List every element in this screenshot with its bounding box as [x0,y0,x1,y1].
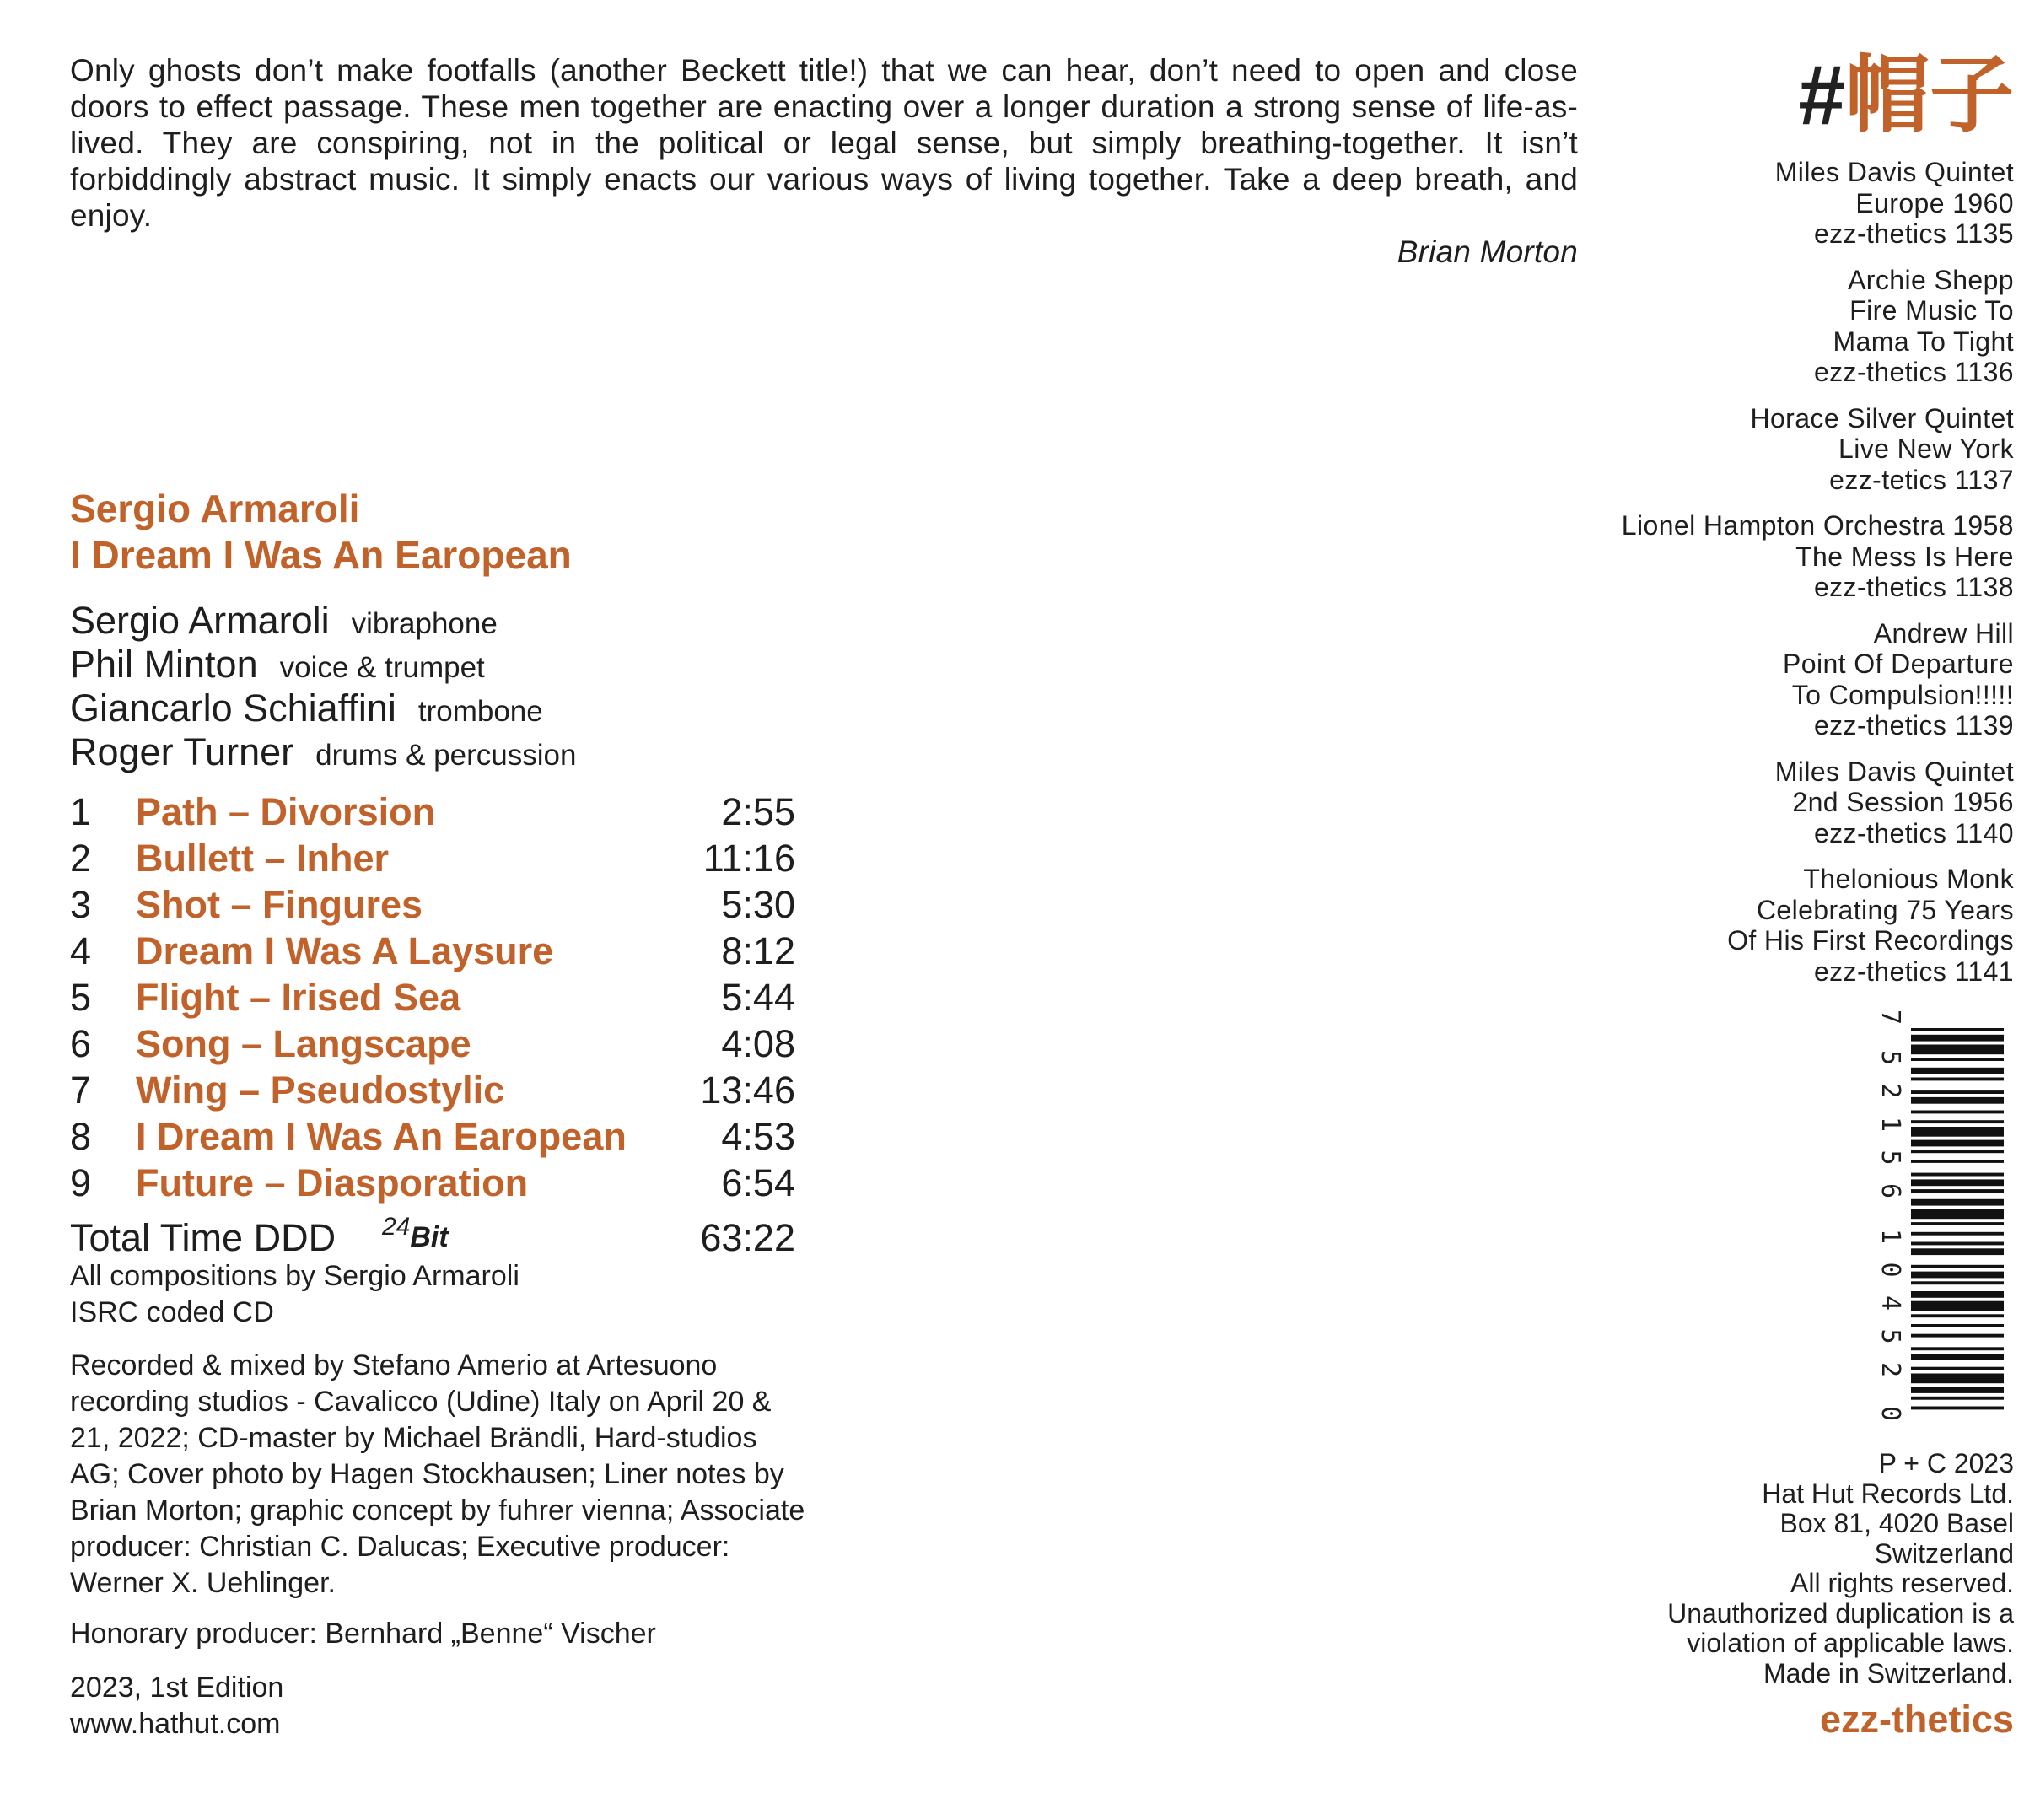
track-number: 1 [70,790,92,833]
catalog-line: Horace Silver Quintet [1750,402,2014,433]
track-time: 2:55 [721,790,795,833]
catalog-line: Europe 1960 [1855,187,2014,218]
track-title: Song – Langscape [136,1022,471,1065]
catalog-entry [1542,157,2014,250]
catalog-line: Fire Music To [1849,295,2014,326]
liner-notes [70,52,1578,270]
website-link[interactable]: www.hathut.com [70,1708,281,1740]
barcode-bar [1911,1199,2004,1206]
copyright-line: Switzerland [1874,1537,2014,1569]
track-number: 2 [70,837,92,880]
copyright-line: violation of applicable laws. [1687,1628,2014,1658]
track-time: 4:53 [721,1115,795,1158]
barcode-bar [1911,1272,2004,1279]
track-time: 5:44 [721,976,795,1019]
catalog-line: ezz-thetics 1136 [1813,357,2014,387]
track-number: 6 [70,1022,92,1065]
musician-name: Giancarlo Schiaffini [70,687,396,730]
barcode-bar [1911,1265,2004,1268]
label-logo: ezz-thetics [1819,1698,2014,1741]
musician-name: Roger Turner [70,730,294,773]
track-time: 11:16 [702,837,795,880]
recording-credits: Recorded & mixed by Stefano Amerio at Artesuono recording studios - Cavalicco (Udine) Italy on April 20 & 21, 2022; CD-master by Michael Brändli, Hard-studios AG; Cover photo by Hagen Stockhausen; Liner notes by Brian Morton; graphic concept by fuhrer vienna; Associate producer: Christian C. Dalucas; Executive producer: Werner X. Uehlinger. [70,1349,805,1599]
barcode-bar [1911,1209,2004,1220]
barcode-bar [1911,1173,2004,1177]
track-title: I Dream I Was An Earopean [136,1115,627,1158]
track-number: 5 [70,976,92,1019]
liner-author: Brian Morton [1397,234,1578,269]
barcode-bar [1911,1078,2004,1081]
catalog-line: Lionel Hampton Orchestra 1958 [1621,510,2014,541]
barcode-bar [1911,1068,2004,1074]
track-number: 3 [70,883,92,926]
track-time: 8:12 [721,929,795,972]
track-row [70,1113,795,1160]
catalog-line: Andrew Hill [1873,617,2014,649]
honorary-producer: Honorary producer: Bernhard „Benne“ Vischer [70,1618,656,1650]
catalog-entry [1542,510,2014,603]
barcode-bar [1911,1334,2004,1338]
track-number: 4 [70,929,92,972]
barcode-bar [1911,1097,2004,1104]
barcode-bar [1911,1281,2004,1284]
musician-name: Sergio Armaroli [70,599,330,642]
hatology-logo [1798,49,2014,142]
personnel-row [70,599,829,643]
musician-instrument: trombone [417,695,543,728]
bit-depth-number: 24 [382,1213,411,1241]
barcode-digits-group2: 10452 [1876,1229,1905,1377]
edition-text: 2023, 1st Edition [70,1672,284,1704]
catalog-line: ezz-thetics 1141 [1813,956,2014,987]
barcode [1871,1006,2004,1423]
copyright-line: P + C 2023 [1878,1448,2014,1478]
track-number: 9 [70,1161,92,1204]
track-row [70,928,795,974]
copyright-line: Unauthorized duplication is a [1667,1597,2014,1629]
catalog-line: Mama To Tight [1833,326,2014,357]
barcode-bar [1911,1387,2004,1393]
logo-hash: # [1798,48,1845,143]
barcode-bar [1911,1407,2004,1410]
catalog-line: ezz-tetics 1137 [1829,464,2014,495]
catalog-line: To Compulsion!!!!! [1791,679,2014,710]
catalog-line: ezz-thetics 1138 [1813,572,2014,602]
isrc-note: ISRC coded CD [70,1296,274,1328]
catalog-entry [1542,864,2014,987]
barcode-digits-group1: 52156 [1876,1050,1905,1198]
barcode-bar [1911,1150,2004,1153]
barcode-bar [1911,1347,2004,1350]
track-time: 13:46 [700,1069,795,1112]
catalog-entry [1542,618,2014,741]
catalog-line: Live New York [1838,433,2014,464]
catalog-line: Celebrating 75 Years [1756,894,2014,925]
barcode-bar [1911,1127,2004,1137]
track-time: 4:08 [721,1022,795,1065]
barcode-bar [1911,1090,2004,1094]
musician-instrument: vibraphone [351,607,498,640]
track-number: 7 [70,1069,92,1112]
barcode-digit-first: 7 [1876,1010,1905,1026]
barcode-bar [1911,1189,2004,1193]
barcode-bar [1911,1035,2004,1042]
barcode-bar [1911,1314,2004,1317]
barcode-digit-last: 0 [1876,1406,1905,1422]
track-time: 6:54 [721,1161,795,1204]
compositions-note [70,1258,519,1331]
catalog-line: Miles Davis Quintet [1774,157,2014,187]
liner-text: Only ghosts don’t make footfalls (another Beckett title!) that we can hear, don’t need to open and close doors to effect passage. These men together are enacting over a longer duration a strong sense of life-as-lived. They are conspiring, not in the political or legal sense, but simply breathing-together. It isn’t forbiddingly abstract music. It simply enacts our various ways of living together. Take a deep breath, and enjoy. [70,53,1578,233]
logo-chars: 帽子 [1845,48,2014,143]
track-number: 8 [70,1115,92,1158]
barcode-bar [1911,1248,2004,1255]
copyright-line: All rights reserved. [1790,1568,2014,1598]
catalog-line: Miles Davis Quintet [1774,756,2014,787]
barcode-bar [1911,1028,2004,1031]
bit-depth-word: Bit [410,1221,449,1253]
copyright-line: Hat Hut Records Ltd. [1762,1478,2014,1509]
compositions-credit: All compositions by Sergio Armaroli [70,1260,519,1292]
track-title: Dream I Was A Laysure [136,929,554,972]
copyright-line: Box 81, 4020 Basel [1779,1508,2014,1538]
barcode-bar [1911,1120,2004,1123]
barcode-bar [1911,1301,2004,1311]
personnel-row [70,687,829,730]
catalog-line: ezz-thetics 1140 [1813,817,2014,848]
catalog-line: Point Of Departure [1783,649,2014,679]
catalog-entry [1542,757,2014,849]
total-time-value: 63:22 [700,1216,795,1259]
barcode-bar [1911,1111,2004,1114]
catalog-line: ezz-thetics 1139 [1813,710,2014,740]
barcode-bar [1911,1179,2004,1186]
track-title: Path – Divorsion [136,790,436,833]
barcode-bar [1911,1354,2004,1360]
catalog-line: Archie Shepp [1848,264,2014,295]
personnel-list [70,599,829,774]
barcode-bar [1911,1324,2004,1327]
catalog-line: The Mess Is Here [1795,541,2014,572]
catalog-line: Of His First Recordings [1727,925,2014,956]
track-time: 5:30 [721,883,795,926]
barcode-bar [1911,1242,2004,1246]
musician-instrument: voice & trumpet [279,651,485,684]
barcode-bars [1911,1028,2004,1409]
barcode-bar [1911,1291,2004,1298]
copyright-block [1542,1449,2014,1688]
catalog-entry [1542,265,2014,388]
track-title: Bullett – Inher [136,837,390,880]
personnel-row [70,730,829,774]
track-row [70,974,795,1020]
barcode-bar [1911,1232,2004,1236]
barcode-bar [1911,1367,2004,1370]
catalog-entry [1542,403,2014,496]
tracklist [70,789,795,1206]
track-row [70,835,795,881]
track-row [70,881,795,928]
track-row [70,1160,795,1206]
album-title: I Dream I Was An Earopean [70,533,572,577]
catalog-list [1542,157,2014,1002]
barcode-bar [1911,1058,2004,1061]
track-title: Flight – Irised Sea [136,976,461,1019]
catalog-line: 2nd Session 1956 [1792,787,2014,817]
barcode-bar [1911,1374,2004,1384]
track-title: Shot – Fingures [136,883,423,926]
track-row [70,789,795,835]
catalog-line: ezz-thetics 1135 [1813,218,2014,249]
bit-depth-logo [382,1209,449,1253]
barcode-bar [1911,1140,2004,1147]
total-time-row [70,1213,795,1263]
personnel-row [70,643,829,687]
barcode-bar [1911,1160,2004,1163]
barcode-bar [1911,1045,2004,1055]
edition-info [70,1670,283,1742]
track-title: Wing – Pseudostylic [136,1069,505,1112]
album-artist: Sergio Armaroli [70,487,360,530]
catalog-line: Thelonious Monk [1803,864,2014,894]
copyright-line: Made in Switzerland. [1763,1657,2014,1688]
album-header [70,486,572,579]
total-time-label: Total Time DDD [70,1216,336,1259]
track-title: Future – Diasporation [136,1161,529,1204]
barcode-bar [1911,1222,2004,1225]
musician-name: Phil Minton [70,643,258,686]
barcode-bar [1911,1397,2004,1400]
track-row [70,1067,795,1113]
musician-instrument: drums & percussion [315,739,577,772]
track-row [70,1020,795,1067]
